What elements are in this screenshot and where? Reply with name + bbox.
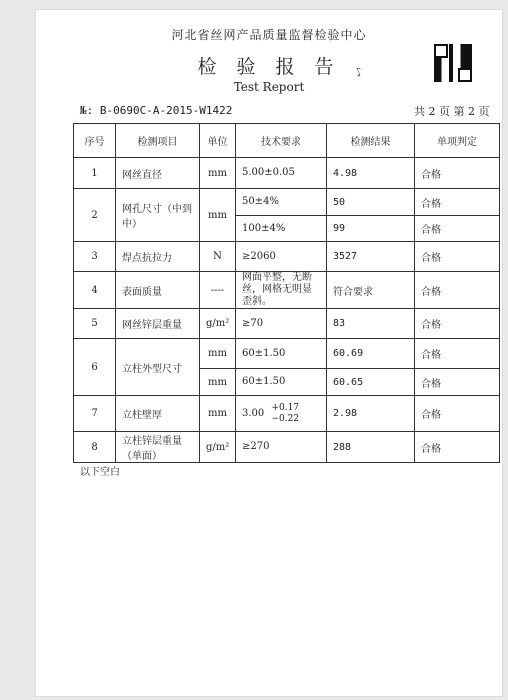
row-item: 立柱外型尺寸 xyxy=(116,339,200,396)
tolerance-plus: +0.17 xyxy=(271,403,300,414)
row-requirement: 网面平整，无断丝，网格无明显歪斜。 xyxy=(236,272,327,309)
qr-code-icon xyxy=(434,44,472,82)
row-unit: mm xyxy=(200,158,236,189)
row-unit: mm xyxy=(200,339,236,369)
row-no: 6 xyxy=(74,339,116,396)
row-no: 7 xyxy=(74,396,116,432)
row-requirement: 50±4% xyxy=(236,189,327,216)
row-result: 4.98 xyxy=(327,158,415,189)
handwritten-mark: ♪ xyxy=(352,64,366,80)
row-judgment: 合格 xyxy=(415,432,500,463)
row-item: 网丝锌层重量 xyxy=(116,309,200,339)
row-unit: mm xyxy=(200,189,236,242)
header-no: 序号 xyxy=(74,124,116,158)
row-result: 60.69 xyxy=(327,339,415,369)
row-unit: g/m² xyxy=(200,432,236,463)
institution-name: 河北省丝网产品质量监督检验中心 xyxy=(171,28,367,42)
row-item: 表面质量 xyxy=(116,272,200,309)
requirement-base: 3.00 xyxy=(242,408,265,419)
row-result: 99 xyxy=(327,216,415,242)
row-no: 1 xyxy=(74,158,116,189)
row-requirement: 60±1.50 xyxy=(236,369,327,396)
footer-note: 以下空白 xyxy=(80,467,120,478)
row-result: 50 xyxy=(327,189,415,216)
row-judgment: 合格 xyxy=(415,189,500,216)
row-unit: N xyxy=(200,242,236,272)
report-title: 检 验 报 告 xyxy=(197,56,341,78)
tolerance-minus: −0.22 xyxy=(271,413,300,424)
row-judgment: 合格 xyxy=(415,396,500,432)
row-requirement: 5.00±0.05 xyxy=(236,158,327,189)
table-row xyxy=(74,189,500,216)
row-judgment: 合格 xyxy=(415,158,500,189)
table-row xyxy=(74,242,500,272)
row-result: 2.98 xyxy=(327,396,415,432)
row-requirement: ≥2060 xyxy=(236,242,327,272)
tolerance xyxy=(271,403,299,424)
header-item: 检测项目 xyxy=(116,124,200,158)
row-judgment: 合格 xyxy=(415,242,500,272)
report-number: №: B-0690C-A-2015-W1422 xyxy=(80,104,233,117)
report-page xyxy=(36,10,502,696)
row-item: 焊点抗拉力 xyxy=(116,242,200,272)
row-judgment: 合格 xyxy=(415,339,500,369)
report-subtitle: Test Report xyxy=(233,80,305,94)
table-row xyxy=(74,396,500,432)
row-result: 符合要求 xyxy=(327,272,415,309)
row-result: 288 xyxy=(327,432,415,463)
row-unit: g/m² xyxy=(200,309,236,339)
row-judgment: 合格 xyxy=(415,216,500,242)
table-row xyxy=(74,432,500,463)
row-judgment: 合格 xyxy=(415,309,500,339)
row-result: 83 xyxy=(327,309,415,339)
row-judgment: 合格 xyxy=(415,369,500,396)
row-no: 4 xyxy=(74,272,116,309)
table-row xyxy=(74,309,500,339)
row-no: 8 xyxy=(74,432,116,463)
test-results-table xyxy=(73,123,500,463)
table-row xyxy=(74,339,500,369)
row-item: 网孔尺寸（中到中） xyxy=(116,189,200,242)
header-unit: 单位 xyxy=(200,124,236,158)
table-row xyxy=(74,158,500,189)
row-requirement xyxy=(236,396,327,432)
row-result: 3527 xyxy=(327,242,415,272)
row-requirement: ≥70 xyxy=(236,309,327,339)
row-requirement: 60±1.50 xyxy=(236,339,327,369)
row-no: 3 xyxy=(74,242,116,272)
row-result: 60.65 xyxy=(327,369,415,396)
table-row xyxy=(74,272,500,309)
header-result: 检测结果 xyxy=(327,124,415,158)
table-header-row xyxy=(74,124,500,158)
row-judgment: 合格 xyxy=(415,272,500,309)
header-judgment: 单项判定 xyxy=(415,124,500,158)
row-item: 网丝直径 xyxy=(116,158,200,189)
row-no: 2 xyxy=(74,189,116,242)
row-requirement: ≥270 xyxy=(236,432,327,463)
row-unit: mm xyxy=(200,369,236,396)
page-info: 共 2 页 第 2 页 xyxy=(414,105,490,118)
header-requirement: 技术要求 xyxy=(236,124,327,158)
row-requirement: 100±4% xyxy=(236,216,327,242)
row-no: 5 xyxy=(74,309,116,339)
row-unit: ---- xyxy=(200,272,236,309)
row-item: 立柱壁厚 xyxy=(116,396,200,432)
row-unit: mm xyxy=(200,396,236,432)
row-item: 立柱锌层重量（单面） xyxy=(116,432,200,463)
